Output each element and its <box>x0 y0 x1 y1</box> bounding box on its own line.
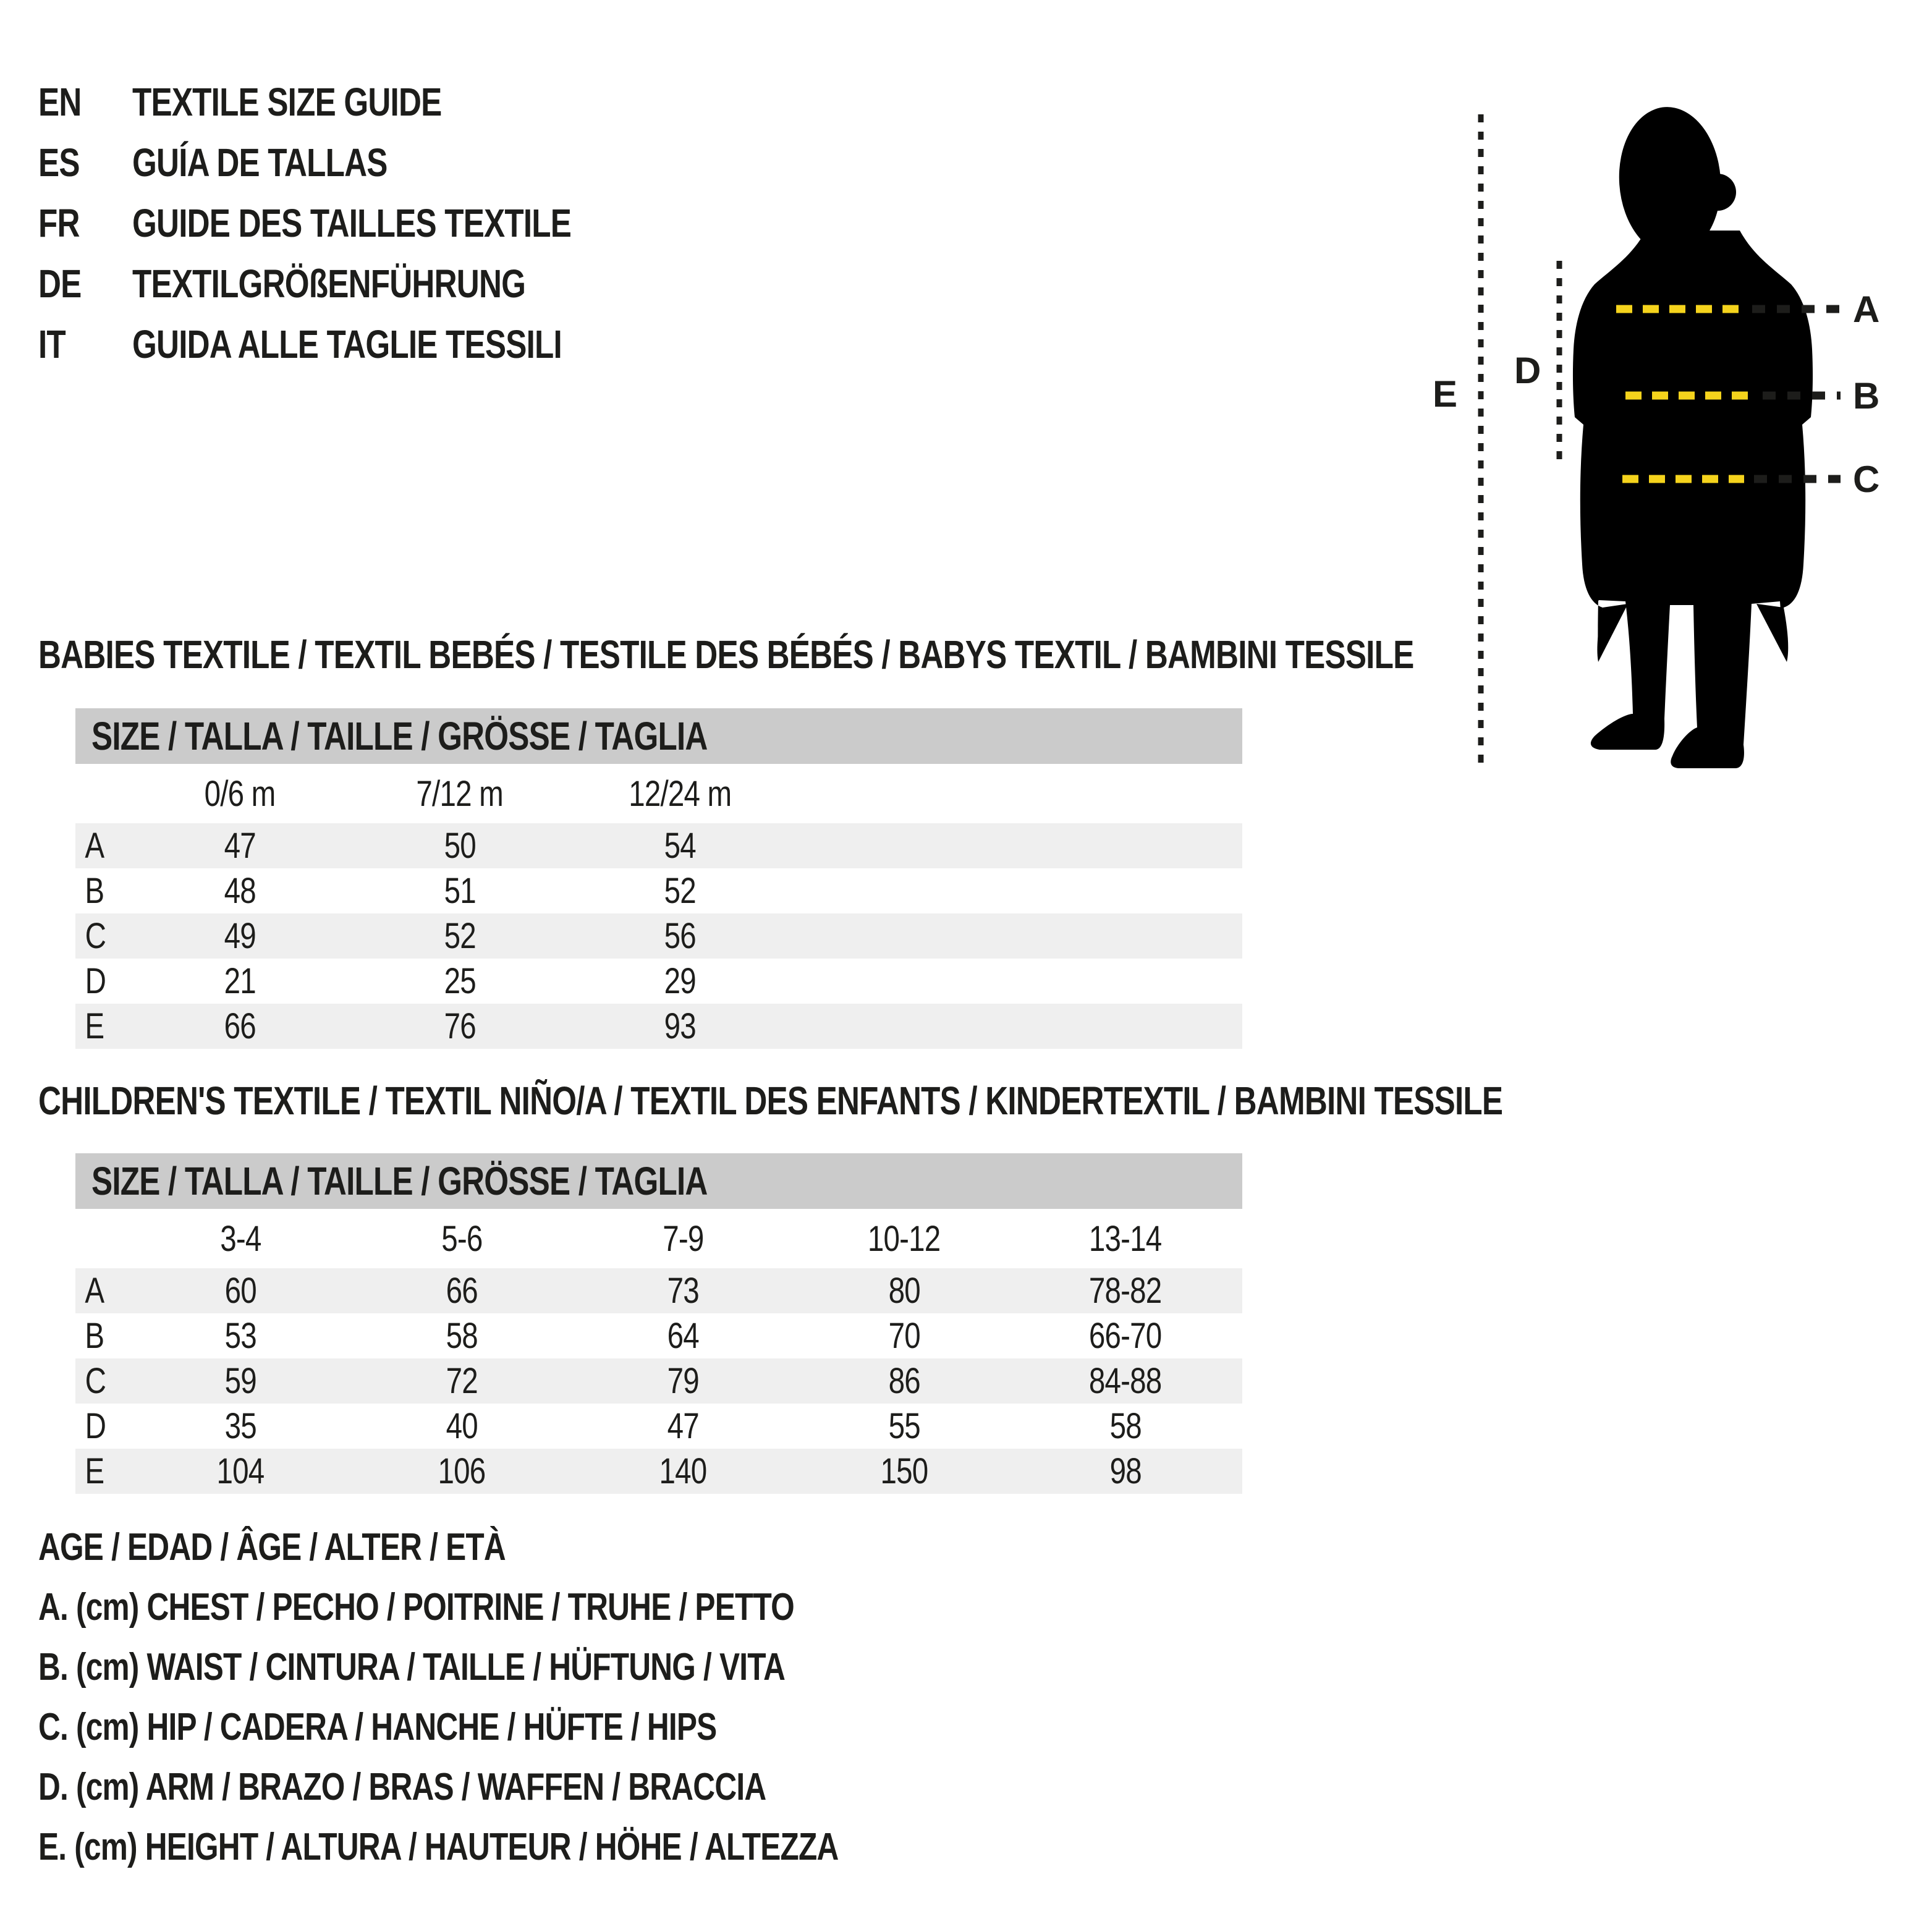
value-text: 52 <box>444 916 476 956</box>
value-cell <box>351 1405 572 1447</box>
row-label-cell <box>75 1270 130 1311</box>
value-text: 59 <box>224 1361 256 1401</box>
value-cell <box>130 1405 351 1447</box>
label-a: A <box>1853 289 1880 330</box>
language-code: FR <box>38 201 80 245</box>
row-label-cell <box>75 1315 130 1357</box>
value-cell <box>572 1270 794 1311</box>
row-label-text: A <box>85 1271 104 1311</box>
value-text: 54 <box>664 826 696 866</box>
label-e: E <box>1433 373 1458 415</box>
value-cell <box>572 1405 794 1447</box>
row-label-cell <box>75 1451 130 1492</box>
value-text: 79 <box>667 1361 699 1401</box>
value-cell <box>350 960 570 1002</box>
legend-line-text: C. (cm) HIP / CADERA / HANCHE / HÜFTE / HIPS <box>38 1706 717 1748</box>
language-row-fr <box>38 200 705 261</box>
value-text: 76 <box>444 1006 476 1046</box>
value-text: 21 <box>224 961 256 1001</box>
table-row-c <box>75 913 1242 959</box>
legend-line-5 <box>38 1825 1038 1885</box>
table-row-a <box>75 823 1242 868</box>
language-code: DE <box>38 261 82 306</box>
children-section-title-text: CHILDREN'S TEXTILE / TEXTIL NIÑO/A / TEXTIL DES ENFANTS / KINDERTEXTIL / BAMBINI TESSILE <box>38 1078 1503 1123</box>
value-cell <box>794 1405 1015 1447</box>
row-label-text: B <box>85 1316 104 1356</box>
value-text: 80 <box>888 1271 920 1311</box>
value-cell <box>794 1270 1015 1311</box>
language-title: GUIDA ALLE TAGLIE TESSILI <box>132 322 562 366</box>
value-text: 60 <box>224 1271 256 1311</box>
value-cell <box>570 870 790 912</box>
value-text: 78-82 <box>1089 1271 1162 1311</box>
value-cell <box>794 1360 1015 1402</box>
value-text: 70 <box>888 1316 920 1356</box>
value-cell <box>130 870 350 912</box>
value-text: 104 <box>216 1451 265 1491</box>
column-header-cell <box>351 1218 572 1260</box>
value-cell <box>351 1270 572 1311</box>
value-cell <box>572 1451 794 1492</box>
value-text: 40 <box>446 1406 478 1446</box>
measurement-legend <box>38 1525 1038 1885</box>
babies-table-body <box>75 764 1242 1049</box>
label-b: B <box>1853 375 1880 417</box>
language-title: GUÍA DE TALLAS <box>132 140 388 185</box>
row-label-cell <box>75 1006 130 1047</box>
babies-section-title-text: BABIES TEXTILE / TEXTIL BEBÉS / TESTILE DES BÉBÉS / BABYS TEXTIL / BAMBINI TESSILE <box>38 632 1414 677</box>
value-cell <box>130 915 350 957</box>
legend-line-2 <box>38 1645 1038 1705</box>
column-header-label: 10-12 <box>868 1218 941 1259</box>
language-row-it <box>38 321 705 382</box>
column-header-row <box>75 1209 1242 1268</box>
value-text: 49 <box>224 916 256 956</box>
value-text: 86 <box>888 1361 920 1401</box>
table-row-b <box>75 1313 1242 1358</box>
value-text: 64 <box>667 1316 699 1356</box>
legend-line-4 <box>38 1765 1038 1825</box>
value-cell <box>1015 1451 1236 1492</box>
value-text: 58 <box>446 1316 478 1356</box>
value-cell <box>351 1451 572 1492</box>
language-row-text <box>38 321 562 367</box>
table-row-c <box>75 1358 1242 1404</box>
value-text: 73 <box>667 1271 699 1311</box>
row-label-text: C <box>85 1361 106 1401</box>
legend-line-1 <box>38 1585 1038 1645</box>
babies-size-header-bar <box>75 708 1242 764</box>
legend-line-text: B. (cm) WAIST / CINTURA / TAILLE / HÜFTUNG / VITA <box>38 1646 786 1688</box>
value-cell <box>570 960 790 1002</box>
children-size-header-label: SIZE / TALLA / TAILLE / GRÖSSE / TAGLIA <box>91 1159 708 1203</box>
babies-size-header-label: SIZE / TALLA / TAILLE / GRÖSSE / TAGLIA <box>91 714 708 758</box>
value-cell <box>572 1360 794 1402</box>
value-cell <box>351 1360 572 1402</box>
row-label-text: E <box>85 1451 104 1491</box>
value-text: 52 <box>664 871 696 911</box>
value-cell <box>130 1270 351 1311</box>
value-text: 66 <box>224 1006 256 1046</box>
row-label-cell <box>75 915 130 957</box>
row-label-cell <box>75 825 130 866</box>
language-row-en <box>38 79 705 140</box>
value-text: 150 <box>880 1451 928 1491</box>
label-c: C <box>1853 459 1880 500</box>
value-text: 72 <box>446 1361 478 1401</box>
value-text: 55 <box>888 1406 920 1446</box>
legend-line-text: E. (cm) HEIGHT / ALTURA / HAUTEUR / HÖHE / ALTEZZA <box>38 1826 839 1868</box>
babies-size-table <box>75 708 1242 1049</box>
value-text: 48 <box>224 871 256 911</box>
value-text: 66-70 <box>1089 1316 1162 1356</box>
row-label-text: D <box>85 961 106 1001</box>
value-cell <box>1015 1270 1236 1311</box>
value-cell <box>130 960 350 1002</box>
value-text: 66 <box>446 1271 478 1311</box>
row-label-text: C <box>85 916 106 956</box>
language-row-de <box>38 261 705 321</box>
language-code: IT <box>38 322 66 366</box>
legend-line-text: D. (cm) ARM / BRAZO / BRAS / WAFFEN / BRACCIA <box>38 1766 766 1808</box>
legend-line-text: A. (cm) CHEST / PECHO / POITRINE / TRUHE / PETTO <box>38 1586 794 1629</box>
babies-section-title <box>38 632 1758 677</box>
value-text: 56 <box>664 916 696 956</box>
value-text: 53 <box>224 1316 256 1356</box>
value-cell <box>570 915 790 957</box>
value-text: 35 <box>224 1406 256 1446</box>
value-cell <box>350 870 570 912</box>
value-text: 47 <box>224 826 256 866</box>
column-header-cell <box>1015 1218 1236 1260</box>
table-row-e <box>75 1004 1242 1049</box>
measurement-figure <box>1415 71 1932 791</box>
column-header-cell <box>570 773 790 815</box>
children-section-title <box>38 1078 1869 1124</box>
value-cell <box>351 1315 572 1357</box>
value-cell <box>130 1360 351 1402</box>
row-label-text: E <box>85 1006 104 1046</box>
value-text: 84-88 <box>1089 1361 1162 1401</box>
value-text: 25 <box>444 961 476 1001</box>
row-label-text: D <box>85 1406 106 1446</box>
value-text: 98 <box>1109 1451 1142 1491</box>
column-header-cell <box>130 773 350 815</box>
table-row-e <box>75 1449 1242 1494</box>
language-row-text <box>38 200 571 246</box>
row-label-text: B <box>85 871 104 911</box>
value-text: 50 <box>444 826 476 866</box>
column-header-row <box>75 764 1242 823</box>
value-cell <box>130 1315 351 1357</box>
value-cell <box>350 825 570 866</box>
column-header-label: 7/12 m <box>416 773 504 814</box>
language-title: TEXTILE SIZE GUIDE <box>132 80 442 124</box>
value-cell <box>130 1006 350 1047</box>
value-cell <box>572 1315 794 1357</box>
row-label-cell <box>75 1360 130 1402</box>
value-text: 29 <box>664 961 696 1001</box>
row-label-text: A <box>85 826 104 866</box>
language-code: ES <box>38 140 80 185</box>
row-label-cell <box>75 960 130 1002</box>
value-cell <box>350 1006 570 1047</box>
table-row-d <box>75 1404 1242 1449</box>
table-row-a <box>75 1268 1242 1313</box>
children-size-table <box>75 1153 1242 1494</box>
value-text: 93 <box>664 1006 696 1046</box>
value-cell <box>1015 1405 1236 1447</box>
label-d: D <box>1514 350 1541 391</box>
language-title: TEXTILGRÖßENFÜHRUNG <box>132 261 526 306</box>
table-row-b <box>75 868 1242 913</box>
value-cell <box>1015 1360 1236 1402</box>
column-header-label: 0/6 m <box>204 773 276 814</box>
table-row-d <box>75 959 1242 1004</box>
column-header-cell <box>350 773 570 815</box>
value-text: 51 <box>444 871 476 911</box>
value-text: 47 <box>667 1406 699 1446</box>
value-text: 106 <box>438 1451 486 1491</box>
column-header-label: 3-4 <box>219 1218 261 1259</box>
value-cell <box>794 1451 1015 1492</box>
legend-line-text: AGE / EDAD / ÂGE / ALTER / ETÀ <box>38 1526 506 1569</box>
legend-line-3 <box>38 1705 1038 1765</box>
language-title: GUIDE DES TAILLES TEXTILE <box>132 201 572 245</box>
value-cell <box>130 1451 351 1492</box>
language-row-text <box>38 140 388 185</box>
column-header-cell <box>794 1218 1015 1260</box>
column-header-cell <box>572 1218 794 1260</box>
column-header-label: 5-6 <box>441 1218 483 1259</box>
value-cell <box>794 1315 1015 1357</box>
value-cell <box>1015 1315 1236 1357</box>
value-cell <box>350 915 570 957</box>
row-label-cell <box>75 870 130 912</box>
language-code: EN <box>38 80 82 124</box>
value-text: 140 <box>659 1451 707 1491</box>
row-label-cell <box>75 1405 130 1447</box>
language-row-es <box>38 140 705 200</box>
value-cell <box>130 825 350 866</box>
column-header-label: 12/24 m <box>628 773 732 814</box>
legend-line-0 <box>38 1525 1038 1585</box>
column-header-label: 13-14 <box>1089 1218 1162 1259</box>
value-cell <box>570 1006 790 1047</box>
value-text: 58 <box>1109 1406 1142 1446</box>
column-header-cell <box>130 1218 351 1260</box>
value-cell <box>570 825 790 866</box>
column-header-label: 7-9 <box>662 1218 704 1259</box>
children-size-header-bar <box>75 1153 1242 1209</box>
language-row-text <box>38 261 525 307</box>
language-title-list <box>38 79 705 382</box>
language-row-text <box>38 79 442 125</box>
children-table-body <box>75 1209 1242 1494</box>
